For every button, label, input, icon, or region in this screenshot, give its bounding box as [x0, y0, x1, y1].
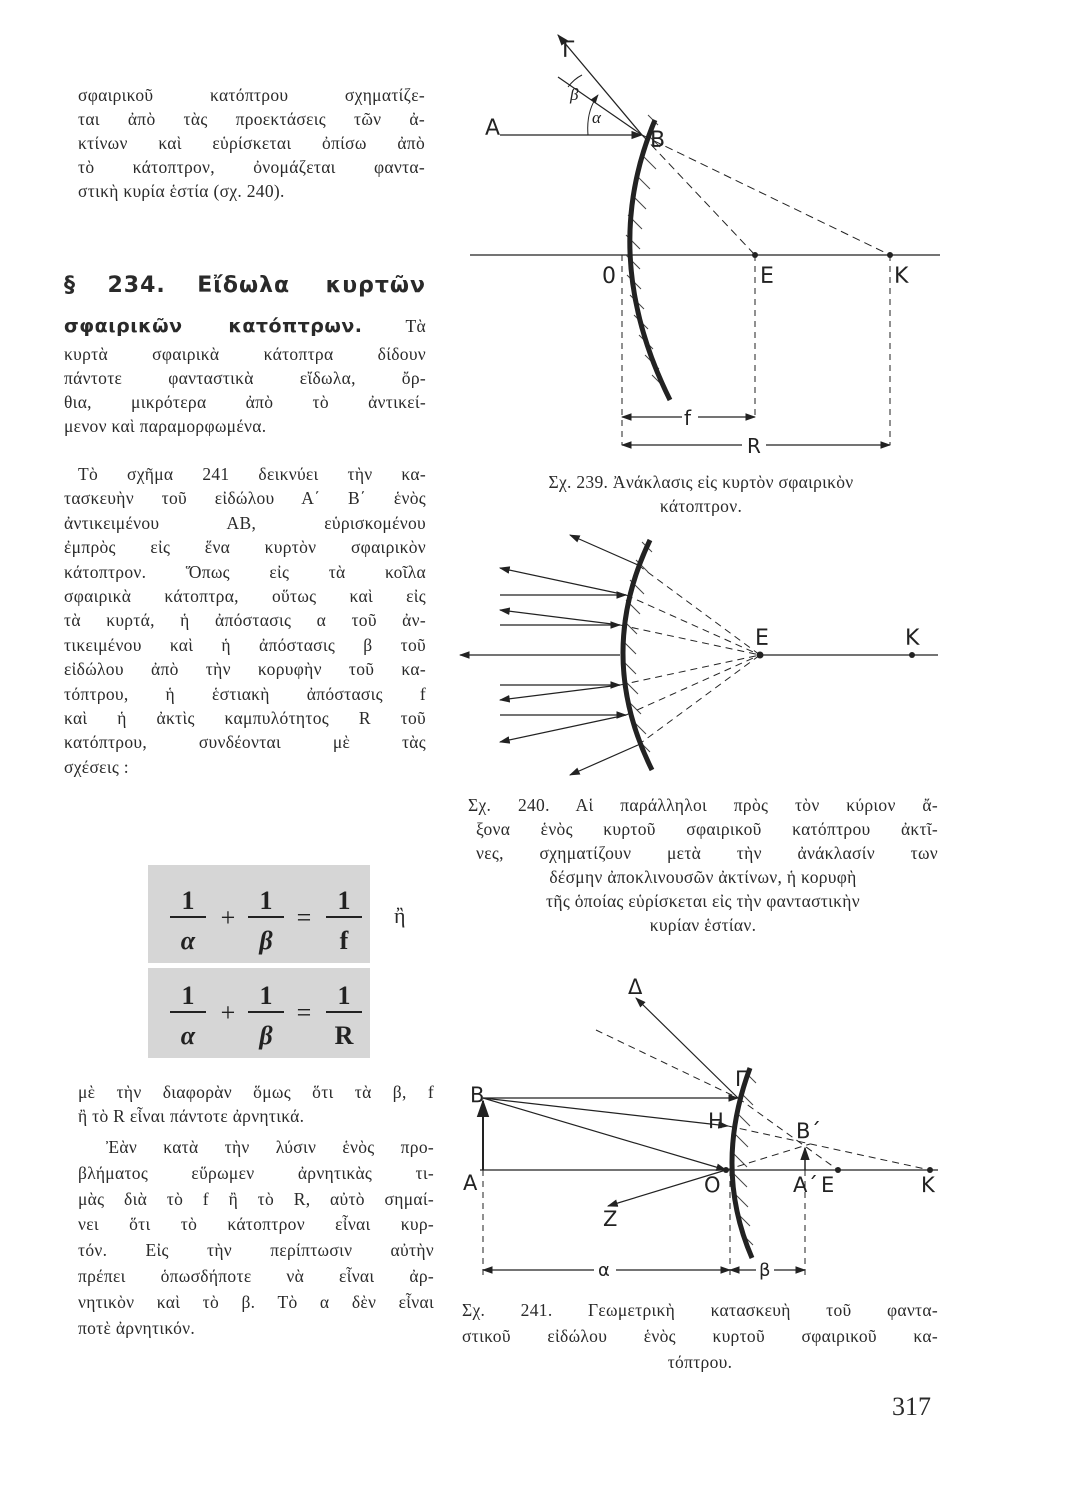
text-line: θια, μικρότερα ἀπὸ τὸ ἀντικεί- [64, 392, 426, 412]
caption-line: κάτοπτρον. [659, 496, 743, 516]
focus-point [752, 252, 758, 258]
text-line: τόν. Εἰς τὴν περίπτωσιν αὐτὴν [78, 1240, 434, 1261]
numerator: 1 [337, 886, 351, 915]
label-alpha: α [598, 1260, 610, 1281]
reflected-ray [500, 610, 620, 625]
numerator: 1 [181, 886, 195, 915]
virtual-extensions [620, 565, 760, 745]
convex-mirror [630, 120, 670, 400]
reflected-extension [642, 135, 755, 255]
caption-line: τόπτρου. [667, 1352, 733, 1372]
text-line: ται ἀπὸ τὰς προεκτάσεις τῶν ἀ- [78, 109, 425, 129]
reflected-ray [570, 535, 638, 565]
label-R: R [747, 434, 761, 458]
convex-mirror [623, 540, 652, 770]
section-title: Εἴδωλα κυρτῶν [197, 273, 426, 298]
formula-focal [148, 865, 370, 963]
text-line: νητικὸν καὶ τὸ β. Τὸ α δὲν εἶναι [78, 1291, 434, 1312]
section-symbol: § [64, 273, 76, 298]
label-A: Α [463, 1171, 478, 1195]
paragraph-convex-images [64, 310, 426, 438]
text-line: Τὸ σχῆμα 241 δεικνύει τὴν κα- [78, 464, 426, 484]
label-E: Ε [760, 264, 774, 289]
label-Z: Ζ [603, 1207, 618, 1231]
section-234-heading [64, 268, 426, 304]
label-E: Ε [755, 626, 769, 651]
paragraph-focal-definition [78, 83, 425, 203]
center-point [887, 252, 893, 258]
center-point [909, 652, 915, 658]
caption-fig240 [468, 793, 938, 937]
paragraph-sign-note [64, 1080, 434, 1128]
label-A-prime: Α΄ [793, 1173, 818, 1197]
operator: + [220, 903, 236, 932]
ray-bundle [460, 535, 638, 775]
numerator: 1 [259, 886, 273, 915]
label-gamma: Γ [735, 1067, 747, 1091]
caption-line: Σχ. 241. Γεωμετρικὴ κατασκευὴ τοῦ φαντα- [462, 1300, 938, 1320]
caption-line: ξονα ἑνὸς κυρτοῦ σφαιρικοῦ κατόπτρου ἀκτῖ- [476, 819, 938, 839]
or-word: ἢ [394, 903, 406, 928]
caption-line: Σχ. 239. Ἀνάκλασις εἰς κυρτὸν σφαιρικὸν [548, 472, 854, 492]
text-line: βλήματος εὕρωμεν ἀρνητικὰς τι- [78, 1162, 434, 1183]
figure-240 [460, 530, 940, 780]
text-line: τόπτρου, ἡ ἑστιακὴ ἀπόστασις f [64, 683, 426, 704]
caption-line: Σχ. 240. Αἱ παράλληλοι πρὸς τὸν κύριον ἄ- [468, 795, 938, 815]
label-K: Κ [905, 626, 920, 651]
operator: = [296, 903, 312, 932]
text-line: τασκευὴν τοῦ εἰδώλου Α΄ Β΄ ἑνὸς [64, 488, 426, 509]
section-number: 234. [107, 273, 166, 298]
label-E: Ε [821, 1173, 835, 1197]
caption-line: κυρίαν ἑστίαν. [649, 915, 757, 935]
vertex-point [723, 1167, 729, 1173]
text-line: σφαιρικοῦ κατόπτρου σχηματίζε- [78, 85, 425, 105]
section-heading-line [64, 268, 426, 304]
text-line: ἐμπρὸς εἰς ἕνα κυρτὸν σφαιρικὸν [64, 537, 426, 558]
text-line: κυρτὰ σφαιρικὰ κάτοπτρα δίδουν [64, 344, 426, 364]
text-line: μὲ τὴν διαφορὰν ὅμως ὅτι τὰ β, f [78, 1082, 434, 1102]
denominator: β [259, 926, 273, 955]
text-line: μενον καὶ παραμορφωμένα. [64, 416, 267, 436]
label-delta: Δ [628, 975, 643, 999]
denominator: α [180, 1021, 196, 1050]
numerator: 1 [337, 981, 351, 1010]
section-title-cont: σφαιρικῶν κατόπτρων. [64, 315, 363, 337]
ray-reflected-delta [636, 998, 738, 1098]
label-B-prime: Β΄ [796, 1119, 821, 1143]
denominator: β [259, 1021, 273, 1050]
ray-to-vertex [483, 1098, 726, 1170]
reflected-ray [500, 685, 620, 700]
text-line: στικὴ κυρία ἑστία (σχ. 240). [78, 181, 285, 201]
formula-radius [148, 968, 370, 1058]
text-line: πάντοτε φανταστικὰ εἴδωλα, ὄρ- [64, 368, 426, 388]
label-beta: β [570, 85, 579, 104]
caption-fig241 [462, 1297, 938, 1375]
section-lead-word: Τὰ [405, 316, 426, 336]
focus-point [835, 1167, 841, 1173]
text-line: τὰ κυρτά, ἡ ἀπόστασις α τοῦ ἀν- [64, 610, 426, 631]
label-H: Η [708, 1109, 724, 1133]
text-line: κατόπτρου, συνδέονται μὲ τὰς [64, 732, 426, 753]
text-line: ἀντικειμένου ΑΒ, εὑρισκομένου [64, 512, 426, 533]
text-line: νει ὅτι τὸ κάτοπτρον εἶναι κυρ- [78, 1214, 434, 1235]
ray-to-center [483, 1098, 728, 1126]
text-line: κάτοπτρον. Ὅπως εἰς τὰ κοῖλα [64, 561, 426, 582]
formula-radius-svg [148, 968, 370, 1058]
label-B: Β [470, 1083, 485, 1107]
figure-239 [470, 25, 950, 465]
page-number: 317 [892, 1392, 931, 1421]
caption-line: δέσμην ἀποκλινουσῶν ἀκτίνων, ἡ κορυφὴ [549, 867, 857, 887]
virtual-extensions [596, 1030, 930, 1170]
formula-focal-svg [148, 865, 370, 963]
text-line: πρέπει ὁπωσδήποτε νὰ εἶναι ἀρ- [78, 1265, 434, 1286]
label-alpha: α [592, 108, 601, 127]
label-O: Ο [704, 1173, 721, 1197]
text-line: κτίνων καὶ εὑρίσκεται ὀπίσω ἀπὸ [78, 133, 425, 153]
denominator: f [339, 926, 349, 955]
denominator: α [180, 926, 196, 955]
reflected-ray [570, 745, 638, 775]
text-line: μὰς διὰ τὸ f ἢ τὸ R, αὐτὸ σημαί- [78, 1188, 434, 1209]
label-B: Β [650, 128, 666, 153]
numerator: 1 [259, 981, 273, 1010]
reflected-ray [500, 715, 626, 742]
text-line: σχέσεις : [64, 756, 129, 777]
text-line: σφαιρικὰ κάτοπτρα, οὕτως καὶ εἰς [64, 586, 426, 607]
caption-line: τῆς ὁποίας εὑρίσκεται εἰς τὴν φανταστικὴν [546, 891, 860, 911]
reflected-ray [500, 568, 626, 595]
focus-point [757, 652, 764, 659]
figure-241 [458, 968, 948, 1288]
text-line [64, 310, 426, 342]
caption-fig239 [464, 470, 938, 518]
label-O: 0 [602, 264, 616, 289]
text-line: καὶ ἡ ἀκτὶς καμπυλότητος R τοῦ [64, 708, 426, 729]
text-line: εἰδώλου ἀπὸ τὴν κορυφὴν τοῦ κα- [64, 659, 426, 680]
denominator: R [334, 1021, 354, 1050]
label-K: Κ [894, 264, 909, 289]
paragraph-negative-values [78, 1135, 434, 1341]
label-f: f [684, 406, 692, 430]
label-gamma: Γ [562, 38, 575, 63]
label-beta: β [759, 1260, 771, 1281]
text-line: τὸ κάτοπτρον, ὀνομάζεται φαντα- [78, 157, 425, 177]
label-K: Κ [921, 1173, 935, 1197]
caption-line: στικοῦ εἰδώλου ἑνὸς κυρτοῦ σφαιρικοῦ κα- [462, 1326, 938, 1346]
paragraph-construction [64, 462, 426, 779]
operator: = [296, 998, 312, 1027]
text-line: τικειμένου καὶ ἡ ἀπόστασις β τοῦ [64, 634, 426, 655]
numerator: 1 [181, 981, 195, 1010]
caption-line: νες, σχηματίζουν μετὰ τὴν ἀνάκλασίν των [476, 843, 938, 863]
normal-extension [642, 135, 890, 255]
text-line: Ἐὰν κατὰ τὴν λύσιν ἑνὸς προ- [106, 1137, 434, 1157]
text-line: ποτὲ ἀρνητικόν. [78, 1317, 196, 1338]
operator: + [220, 998, 236, 1027]
label-A: Α [485, 116, 501, 141]
text-line: ἢ τὸ R εἶναι πάντοτε ἀρνητικά. [78, 1106, 305, 1126]
